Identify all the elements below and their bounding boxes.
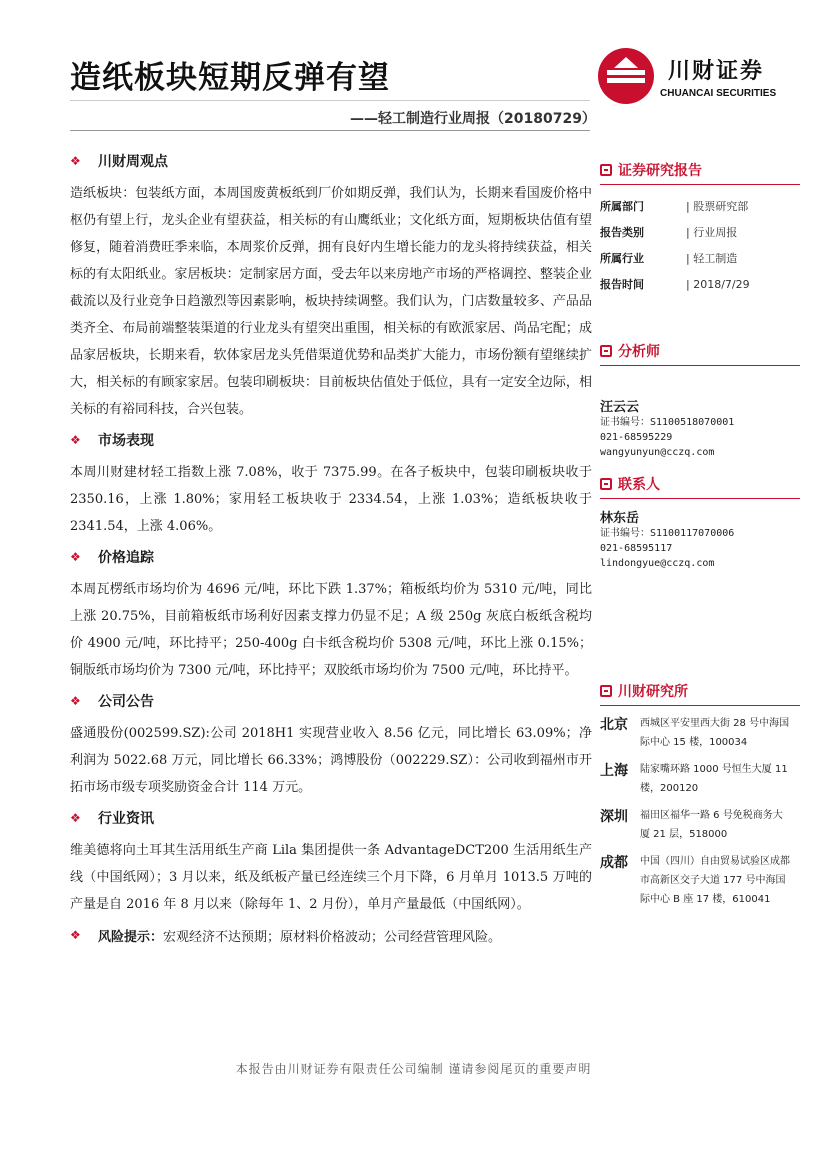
contact-phone: 021-68595117 [600,543,673,554]
institute-icon [600,685,612,697]
diamond-bullet-icon: ❖ [70,811,81,825]
company-logo [598,48,798,108]
section-market [70,429,592,540]
contact-name: 林东岳 [600,511,640,526]
section-heading: 行业资讯 [98,811,154,827]
office-item: 北京 西城区平安里西大街 28 号中海国际中心 15 楼，100034 [600,717,790,748]
risk-warning [70,924,592,946]
info-row: 所属部门 | 股票研究部 [600,200,749,213]
diamond-bullet-icon: ❖ [70,154,81,168]
info-row: 报告类别 | 行业周报 [600,226,738,239]
section-text: 本周瓦楞纸市场均价为 4696 元/吨，环比下跌 1.37%；箱板纸均价为 5310 元/吨，同比上涨 20.75%，目前箱板纸市场利好因素支撑力仍显不足；A 级 250g 灰底白板纸含税均价 4900 元/吨，环比持平；250-400g 白卡纸含税均价 5308 元/吨，环比上涨 0.15%；铜版纸市场均价为 7300 元/吨，环比持平；双胶纸市场均价为 7500 元/吨，环比持平。 [70,582,592,678]
info-row: 报告时间 | 2018/7/29 [600,277,750,291]
section-announcement [70,690,592,801]
info-row: 所属行业 | 轻工制造 [600,252,738,265]
section-text: 维美德将向土耳其生活用纸生产商 Lila 集团提供一条 AdvantageDCT200 生活用纸生产线（中国纸网）；3 月以来，纸及纸板产量已经连续三个月下降，6 月单月 1013.5 万吨的产量是自 2016 年 8 月以来（除每年 1、2 月份），单月产量最低（中国纸网）。 [70,843,592,912]
institute-heading: 川财研究所 [600,681,800,706]
office-item: 成都 中国（四川）自由贸易试验区成都市高新区交子大道 177 号中海国际中心 B 座 17 楼，610041 [600,855,790,905]
report-subtitle: ——轻工制造行业周报（20180729） [350,111,596,127]
section-text: 盛通股份(002599.SZ):公司 2018H1 实现营业收入 8.56 亿元，同比增长 63.09%；净利润为 5022.68 万元，同比增长 66.33%；鸿博股份（002229.SZ）：公司收到福州市开拓市场市级专项奖励资金合计 114 万元。 [70,726,592,795]
analyst-heading: 分析师 [600,341,800,366]
section-price [70,546,592,684]
contact-icon [600,478,612,490]
report-title: 造纸板块短期反弹有望 [70,60,390,96]
office-item: 上海 陆家嘴环路 1000 号恒生大厦 11 楼，200120 [600,763,788,794]
analyst-name: 汪云云 [600,400,640,415]
section-heading: 公司公告 [98,694,154,710]
analyst-email[interactable]: wangyunyun@cczq.com [600,447,715,458]
diamond-bullet-icon: ❖ [70,694,81,708]
logo-name-cn: 川财证券 [668,59,765,84]
risk-label: 风险提示： [98,929,164,945]
sidebar [600,160,800,917]
logo-name-en: CHUANCAI SECURITIES [660,88,777,99]
page-footer: 本报告由川财证券有限责任公司编制 谨请参阅尾页的重要声明 [235,1062,592,1076]
analyst-icon [600,345,612,357]
report-icon [600,164,612,176]
title-divider [70,100,590,101]
section-heading: 川财周观点 [98,154,168,170]
section-text: 本周川财建材轻工指数上涨 7.08%，收于 7375.99。在各子板块中，包装印刷板块收于 2350.16，上涨 1.80%；家用轻工板块收于 2334.54，上涨 1.03%；造纸板块收于 2341.54，上涨 4.06%。 [70,465,592,534]
logo-mark-icon [598,48,654,104]
diamond-bullet-icon: ❖ [70,550,81,564]
diamond-bullet-icon: ❖ [70,928,81,942]
diamond-bullet-icon: ❖ [70,433,81,447]
section-heading: 价格追踪 [98,550,154,566]
header-divider [70,130,590,131]
report-heading: 证券研究报告 [600,160,800,185]
contact-cert: 证书编号：S1100117070006 [600,528,735,539]
analyst-phone: 021-68595229 [600,432,673,443]
risk-text: 宏观经济不达预期；原材料价格波动；公司经营管理风险。 [163,929,502,945]
contact-heading: 联系人 [600,474,800,499]
section-heading: 市场表现 [98,433,154,449]
section-text: 造纸板块：包装纸方面，本周国废黄板纸到厂价如期反弹，我们认为，长期来看国废价格中枢仍有望上行，龙头企业有望获益，相关标的有山鹰纸业；文化纸方面，短期板块估值有望修复，随着消费旺季来临，本周浆价反弹，拥有良好内生增长能力的龙头将持续获益，相关标的有太阳纸业。家居板块：定制家居方面，受去年以来房地产市场的严格调控、整装企业截流以及行业竞争日趋激烈等因素影响，板块持续调整。我们认为，门店数量较多、产品品类齐全、布局前端整装渠道的行业龙头有望突出重围，相关标的有欧派家居、尚品宅配；成品家居板块，长期来看，软体家居龙头凭借渠道优势和品类扩大能力，市场份额有望继续扩大，相关标的有顾家家居。包装印刷板块：目前板块估值处于低位，具有一定安全边际，相关标的有裕同科技，合兴包装。 [70,186,592,417]
analyst-cert: 证书编号：S1100518070001 [600,417,735,428]
contact-email[interactable]: lindongyue@cczq.com [600,558,715,569]
main-content [70,150,592,946]
section-news [70,807,592,918]
office-item: 深圳 福田区福华一路 6 号免税商务大厦 21 层，518000 [600,809,783,840]
section-viewpoint [70,150,592,423]
